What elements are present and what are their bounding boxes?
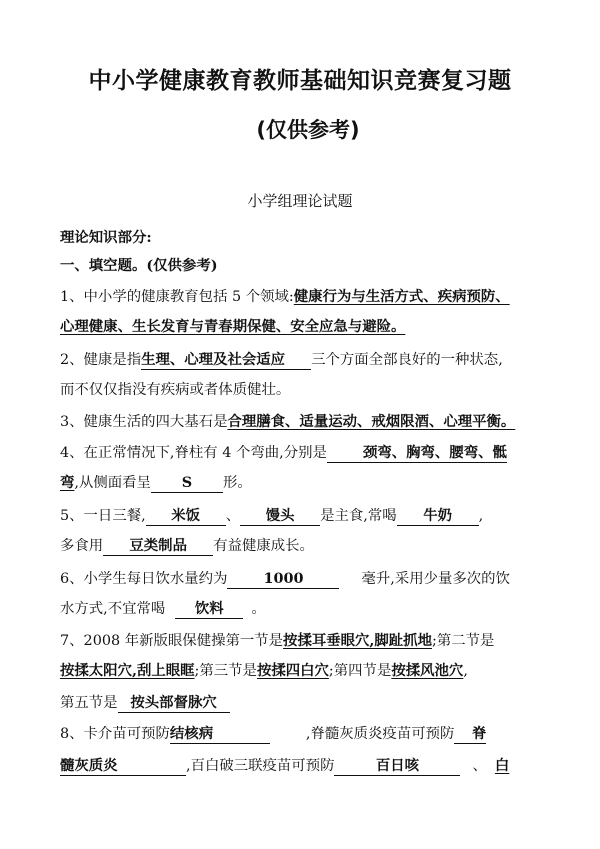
- question-2-line-2: [60, 380, 550, 400]
- question-8-answer-2: 脊: [454, 725, 486, 744]
- question-5-answer-1: 米饭: [146, 507, 226, 526]
- question-8-answer-4-start: 白: [494, 757, 510, 774]
- question-5-answer-3: 牛奶: [397, 507, 479, 526]
- question-4-text: 4、在正常情况下,脊柱有 4 个弯曲,分别是: [60, 445, 327, 461]
- question-7-line-1: [60, 631, 550, 651]
- question-7-text: 7、2008 年新版眼保健操第一节是: [60, 633, 284, 649]
- question-7-text-cont: ;第二节是: [431, 633, 495, 649]
- question-8-text-cont: ,脊髓灰质炎疫苗可预防: [305, 726, 455, 742]
- question-7-text-3: ;第四节是: [328, 663, 392, 679]
- question-4-answer: 颈弯、胸弯、腰弯、骶: [327, 444, 507, 463]
- question-1-line-2: [60, 317, 550, 337]
- question-2-text-end: 而不仅仅指没有疾病或者体质健壮。: [60, 382, 291, 398]
- question-5-text: 5、一日三餐,: [60, 508, 146, 524]
- question-6-text-2: 水方式,不宜常喝: [60, 601, 166, 617]
- question-8-text-2: ,百白破三联疫苗可预防: [186, 758, 335, 774]
- question-7-answer-2: 按揉太阳穴,刮上眼眶: [60, 662, 195, 679]
- question-6-text-cont: 毫升,采用少量多次的饮: [361, 571, 510, 587]
- document-title: 中小学健康教育教师基础知识竞赛复习题: [88, 68, 512, 94]
- question-5-comma: ,: [478, 508, 484, 524]
- question-6-text: 6、小学生每日饮水量约为: [60, 571, 228, 587]
- question-1-line-1: [60, 287, 550, 307]
- question-8-answer-1: 结核病: [170, 725, 270, 744]
- question-6-line-1: [60, 569, 550, 589]
- question-7-line-2: [60, 661, 550, 681]
- question-5-answer-4: 豆类制品: [103, 537, 213, 556]
- part-heading: 理论知识部分:: [60, 229, 152, 246]
- question-1-answer-cont: 心理健康、生长发育与青春期保健、安全应急与避险。: [60, 318, 406, 335]
- question-4-answer-shape: S: [151, 474, 223, 493]
- question-5-line-1: [60, 506, 550, 526]
- question-5-text-2: 多食用: [60, 538, 104, 554]
- question-7-comma: ,: [463, 663, 468, 679]
- question-7-answer-1: 按揉耳垂眼穴,脚趾抓地: [283, 632, 432, 649]
- question-4-line-1: [60, 443, 550, 463]
- question-7-answer-4: 按揉风池穴: [391, 662, 464, 679]
- question-2-text-cont: 三个方面全部良好的一种状态,: [311, 352, 503, 368]
- question-2-text: 2、健康是指: [60, 352, 142, 368]
- question-4-answer-cont: 弯: [60, 474, 75, 491]
- question-8-answer-3: 百日咳: [334, 757, 460, 776]
- question-5-text-cont: 是主食,常喝: [320, 508, 397, 524]
- question-4-line-2: [60, 473, 550, 493]
- question-6-text-end: 。: [251, 601, 266, 617]
- question-5-text-end: 有益健康成长。: [213, 538, 314, 554]
- question-3-answer: 合理膳食、适量运动、戒烟限酒、心理平衡。: [227, 413, 516, 430]
- question-1-answer: 健康行为与生活方式、疾病预防、: [293, 288, 510, 305]
- question-7-text-2: ;第三节是: [194, 663, 257, 679]
- question-5-answer-2: 馒头: [240, 507, 320, 526]
- question-7-answer-3: 按揉四白穴: [256, 662, 329, 679]
- question-type-heading: 一、填空题。(仅供参考): [60, 257, 218, 274]
- question-2-answer: 生理、心理及社会适应: [141, 351, 311, 370]
- question-6-line-2: [60, 599, 550, 619]
- question-3-line-1: [60, 412, 550, 432]
- question-8-line-2: [60, 756, 550, 776]
- question-1-text: 1、中小学的健康教育包括 5 个领域:: [60, 289, 294, 305]
- section-title: 小学组理论试题: [247, 192, 353, 210]
- question-3-text: 3、健康生活的四大基石是: [60, 414, 228, 430]
- question-7-text-4: 第五节是: [60, 695, 118, 711]
- question-2-line-1: [60, 350, 550, 370]
- question-5-separator: 、: [225, 508, 241, 524]
- question-8-line-1: [60, 724, 550, 744]
- question-4-text-end: 形。: [222, 475, 252, 491]
- question-5-line-2: [60, 536, 550, 556]
- document-subtitle: (仅供参考): [256, 118, 360, 142]
- question-8-text: 8、卡介苗可预防: [60, 726, 170, 742]
- question-8-separator: 、: [472, 758, 487, 774]
- question-6-answer-1: 1000: [227, 570, 339, 589]
- question-4-text-cont: ,从侧面看呈: [74, 475, 151, 491]
- question-6-answer-2: 饮料: [175, 600, 243, 619]
- question-7-line-3: [60, 693, 550, 713]
- question-7-answer-5: 按头部督脉穴: [118, 694, 230, 713]
- question-8-answer-2-cont: 髓灰质炎: [60, 757, 186, 776]
